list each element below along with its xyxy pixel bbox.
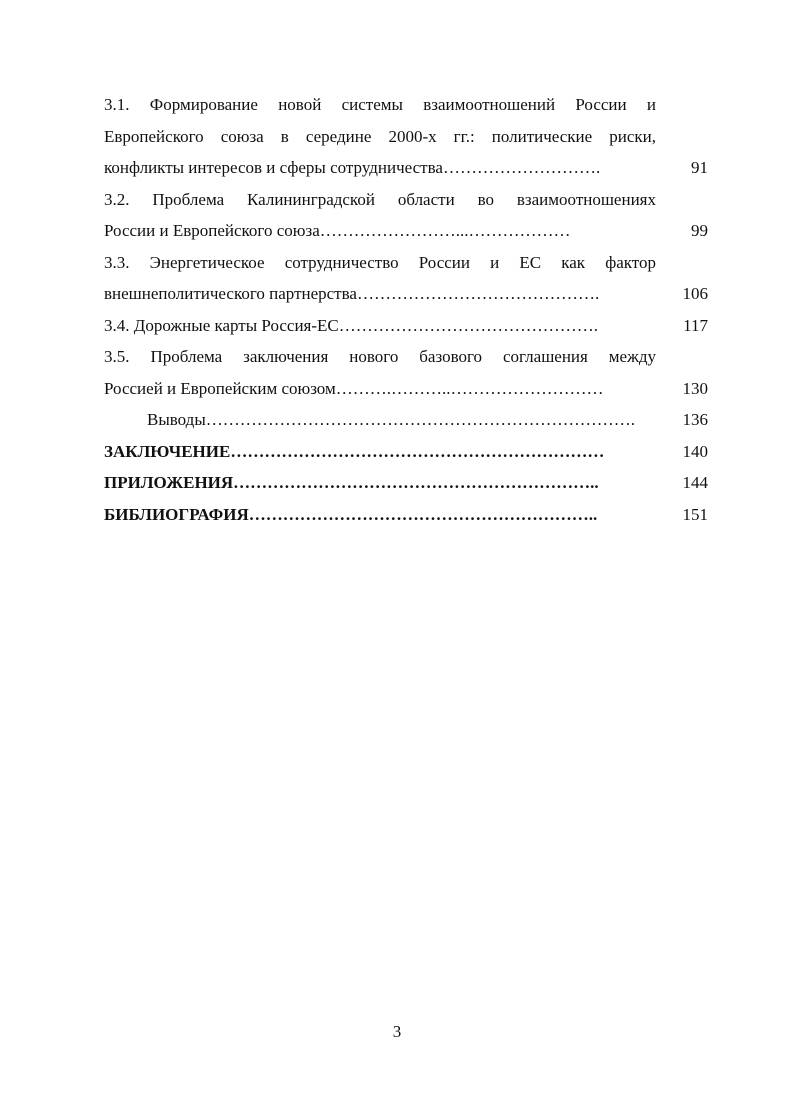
toc-entry-3-1-line-3: конфликты интересов и сферы сотрудничества………………………. bbox=[104, 158, 601, 177]
toc-entry-3-2-page: 99 bbox=[691, 221, 708, 240]
toc-entry-3-5-line-1: 3.5. Проблема заключения нового базового соглашения между bbox=[104, 347, 656, 366]
toc-entry-conclusion-page: 140 bbox=[682, 442, 708, 461]
toc-entry-3-3-line-2: внешнеполитического партнерства……………………………………. bbox=[104, 284, 600, 303]
toc-entry-3-5-line-2: Россией и Европейским союзом……….………..……………………… bbox=[104, 379, 604, 398]
toc-entry-3-2-line-1: 3.2. Проблема Калининградской области во взаимоотношениях bbox=[104, 190, 656, 209]
toc-entry-3-2-line-2: России и Европейского союза……………………...……………… bbox=[104, 221, 571, 240]
toc-entry-3-5-page: 130 bbox=[682, 379, 708, 398]
page-number: 3 bbox=[392, 1022, 402, 1041]
toc-entry-appendices-line-1: ПРИЛОЖЕНИЯ……………………………………………………….. bbox=[104, 473, 599, 492]
toc-entry-bibliography-line-1: БИБЛИОГРАФИЯ…………………………………………………….. bbox=[104, 505, 598, 524]
toc-entry-conclusions-line-1: Выводы…………………………………………………………………. bbox=[147, 410, 636, 429]
toc-entry-3-4-page: 117 bbox=[683, 316, 708, 335]
toc-entry-3-3-line-1: 3.3. Энергетическое сотрудничество России и ЕС как фактор bbox=[104, 253, 656, 272]
toc-entry-conclusion-line-1: ЗАКЛЮЧЕНИЕ………………………………………………………… bbox=[104, 442, 605, 461]
toc-entry-bibliography-page: 151 bbox=[682, 505, 708, 524]
toc-entry-3-4-line-1: 3.4. Дорожные карты Россия-ЕС………………………………………. bbox=[104, 316, 599, 335]
toc-entry-3-1-page: 91 bbox=[691, 158, 708, 177]
toc-entry-appendices-page: 144 bbox=[682, 473, 708, 492]
toc-entry-3-1-line-1: 3.1. Формирование новой системы взаимоотношений России и bbox=[104, 95, 656, 114]
toc-entry-3-3-page: 106 bbox=[682, 284, 708, 303]
toc-entry-conclusions-page: 136 bbox=[682, 410, 708, 429]
toc-entry-3-1-line-2: Европейского союза в середине 2000-х гг.: политические риски, bbox=[104, 127, 656, 146]
